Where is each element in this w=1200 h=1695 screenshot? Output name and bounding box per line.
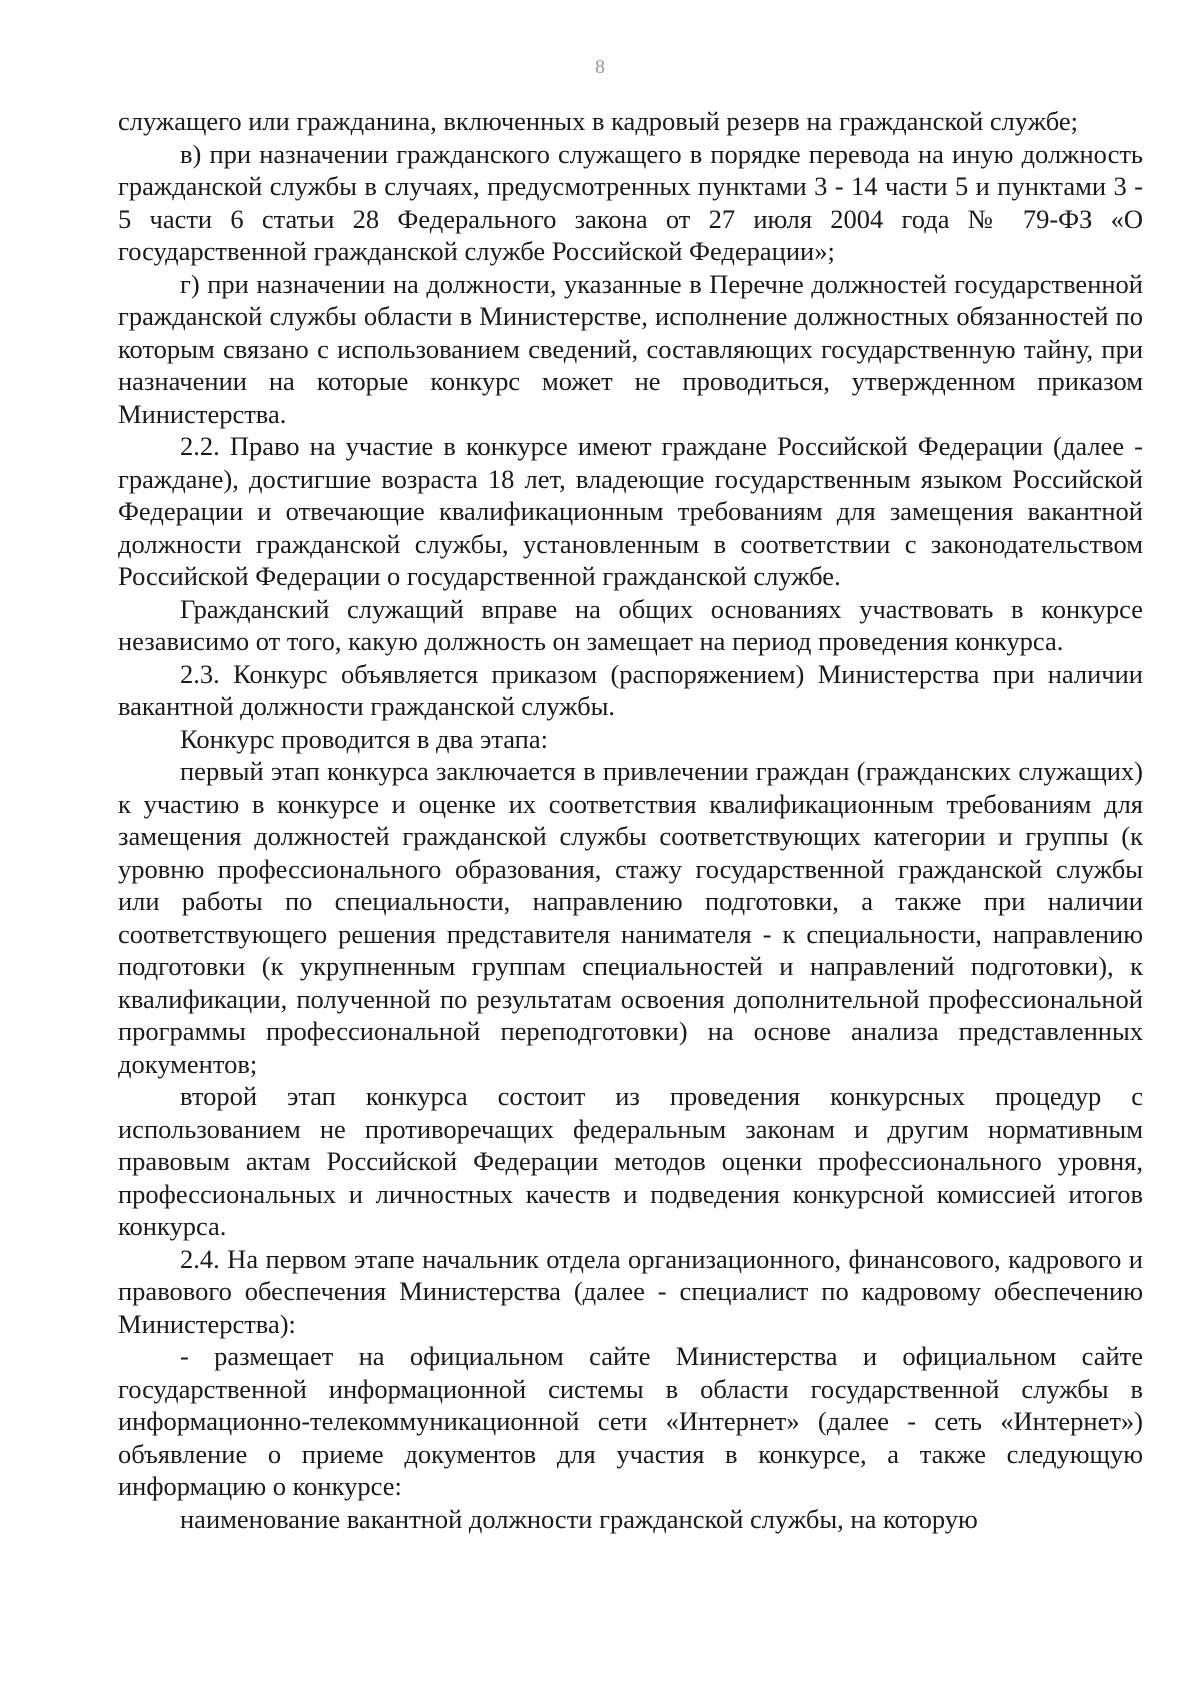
paragraph-vacancy-name: наименование вакантной должности гражданской службы, на которую — [180, 1503, 978, 1534]
paragraph-posts-announcement: - размещает на официальном сайте Министерства и официальном сайте государственной информационной системы в области государственной службы в информационно-телекоммуникационной сети «Интернет» (далее - сеть «Интернет») объявление о приеме документов для участия в конкурсе, а также следующую информацию о конкурсе: — [118, 1341, 1143, 1501]
document-body — [118, 105, 1143, 1535]
page-number: 8 — [595, 56, 605, 78]
paragraph-two-stages: Конкурс проводится в два этапа: — [180, 723, 548, 754]
paragraph-item-g: г) при назначении на должности, указанные в Перечне должностей государственной гражданской службы области в Министерстве, исполнение должностных обязанностей по которым связано с использованием сведений, составляющих государственную тайну, при назначении на которые конкурс может не проводиться, утвержденном приказом Министерства. — [118, 268, 1143, 429]
paragraph-second-stage: второй этап конкурса состоит из проведения конкурсных процедур с использованием не противоречащих федеральным законам и другим нормативным правовым актам Российской Федерации методов оценки профессионального уровня, профессиональных и личностных качеств и подведения конкурсной комиссией итогов конкурса. — [118, 1081, 1143, 1241]
paragraph-item-v: в) при назначении гражданского служащего в порядке перевода на иную должность гражданской службы в случаях, предусмотренных пунктами 3 - 14 части 5 и пунктами 3 - 5 части 6 статьи 28 Федерального закона от 27 июля 2004 года № 79-ФЗ «О государственной гражданской службе Российской Федерации»; — [118, 138, 1143, 266]
paragraph-2-4: 2.4. На первом этапе начальник отдела организационного, финансового, кадрового и правового обеспечения Министерства (далее - специалист по кадровому обеспечению Министерства): — [118, 1243, 1143, 1339]
paragraph-2-3: 2.3. Конкурс объявляется приказом (распоряжением) Министерства при наличии вакантной должности гражданской службы. — [118, 658, 1143, 721]
paragraph-civil-servant: Гражданский служащий вправе на общих основаниях участвовать в конкурсе независимо от того, какую должность он замещает на период проведения конкурса. — [118, 593, 1143, 656]
paragraph-2-2: 2.2. Право на участие в конкурсе имеют граждане Российской Федерации (далее - граждане), достигшие возраста 18 лет, владеющие государственным языком Российской Федерации и отвечающие квалификационным требованиям для замещения вакантной должности гражданской службы, установленным в соответствии с законодательством Российской Федерации о государственной гражданской службе. — [118, 431, 1143, 591]
paragraph-continuation: служащего или гражданина, включенных в кадровый резерв на гражданской службе; — [118, 106, 1079, 136]
paragraph-first-stage: первый этап конкурса заключается в привлечении граждан (гражданских служащих) к участию в конкурсе и оценке их соответствия квалификационным требованиям для замещения должностей гражданской службы соответствующих категории и группы (к уровню профессионального образования, стажу государственной гражданской службы или работы по специальности, направлению подготовки, а также при наличии соответствующего решения представителя нанимателя - к специальности, направлению подготовки (к укрупненным группам специальностей и направлений подготовки), к квалификации, полученной по результатам освоения дополнительной профессиональной программы профессиональной переподготовки) на основе анализа представленных документов; — [118, 756, 1143, 1079]
